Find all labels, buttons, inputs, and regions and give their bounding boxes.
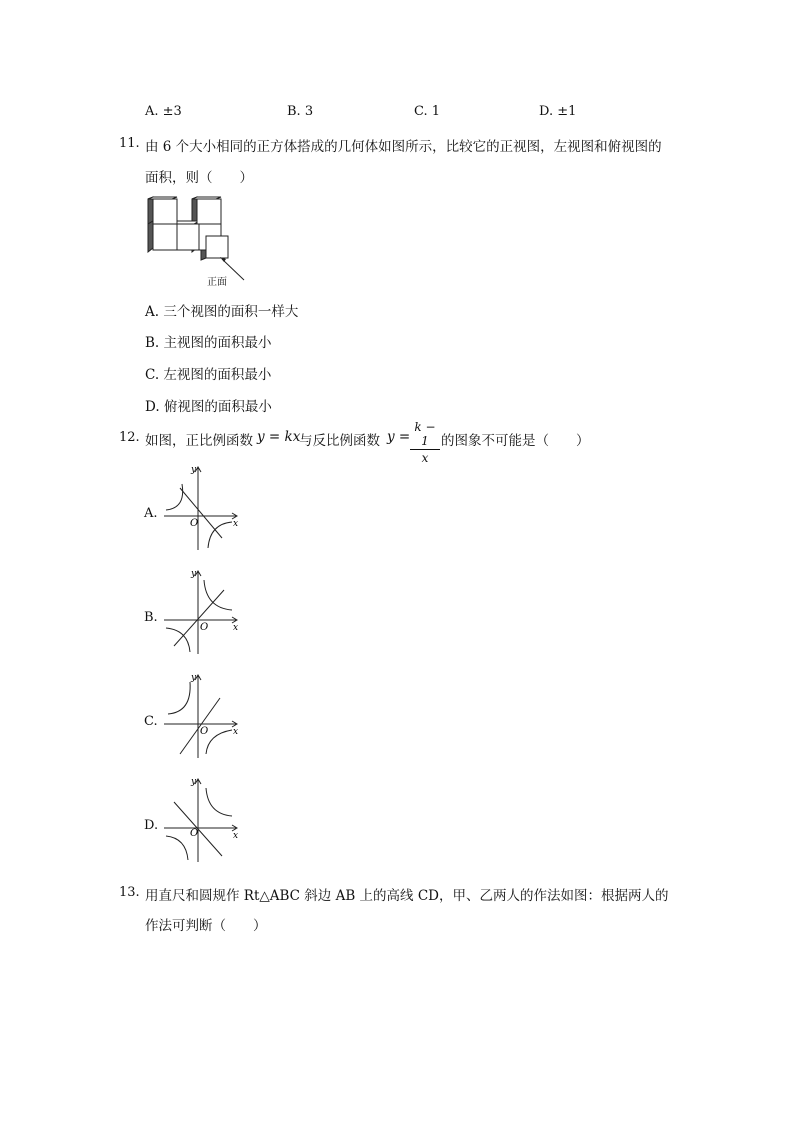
q12-equation-1: y = kx: [257, 429, 301, 445]
q11-text-line1: 由 6 个大小相同的正方体搭成的几何体如图所示，比较它的正视图，左视图和俯视图的: [145, 139, 662, 155]
q12-graph-c: [160, 672, 242, 762]
q12-graph-c-origin: O: [200, 726, 209, 737]
q11-text-line2: 面积，则（ ）: [145, 170, 253, 186]
q12-graph-c-y-label: y: [191, 673, 197, 683]
q12-graph-d-origin: O: [190, 828, 199, 839]
q12-text-middle: 与反比例函数: [299, 433, 380, 449]
q12-graph-d-y-label: y: [191, 777, 197, 787]
q11-figure-label: 正面: [207, 277, 227, 288]
q12-graph-a-origin: O: [190, 518, 199, 529]
q11-option-d: D. 俯视图的面积最小: [145, 399, 272, 415]
q10-option-b: B. 3: [287, 104, 314, 119]
q12-number: 12.: [119, 430, 140, 445]
q12-fraction-numerator: k − 1: [414, 420, 436, 448]
q12-equation-2-lhs: y =: [387, 429, 411, 445]
q13-text-line2: 作法可判断（ ）: [145, 918, 267, 934]
q12-option-a-label: A.: [144, 506, 158, 521]
q11-cube-figure: [146, 196, 256, 291]
q11-option-a: A. 三个视图的面积一样大: [145, 304, 299, 320]
q12-text-prefix: 如图，正比例函数: [145, 433, 253, 449]
q11-number: 11.: [119, 136, 140, 151]
q12-graph-d-x-label: x: [233, 831, 239, 841]
q12-option-b-label: B.: [144, 610, 158, 625]
q12-graph-c-x-label: x: [233, 727, 239, 737]
q12-option-d-label: D.: [144, 818, 159, 833]
q12-fraction: [410, 420, 440, 465]
q12-graph-a-y-label: y: [191, 465, 197, 475]
q12-graph-b-y-label: y: [191, 569, 197, 579]
q12-graph-a: [160, 464, 242, 554]
q12-graph-b-x-label: x: [233, 623, 239, 633]
q10-option-c: C. 1: [414, 104, 441, 119]
q12-graph-b: [160, 568, 242, 658]
q13-text-line1: 用直尺和圆规作 Rt△ABC 斜边 AB 上的高线 CD，甲、乙两人的作法如图：根据两人的: [145, 888, 669, 904]
q12-graph-b-origin: O: [200, 622, 209, 633]
q12-fraction-denominator: x: [421, 451, 429, 465]
q10-option-a: A. ±3: [145, 104, 182, 119]
q12-option-c-label: C.: [144, 714, 158, 729]
q12-graph-a-x-label: x: [233, 519, 239, 529]
q12-graph-d: [160, 776, 242, 866]
q10-option-d: D. ±1: [539, 104, 577, 119]
q11-option-b: B. 主视图的面积最小: [145, 335, 272, 351]
q13-number: 13.: [119, 885, 140, 900]
q11-option-c: C. 左视图的面积最小: [145, 367, 272, 383]
q12-text-suffix: 的图象不可能是（ ）: [441, 433, 590, 449]
